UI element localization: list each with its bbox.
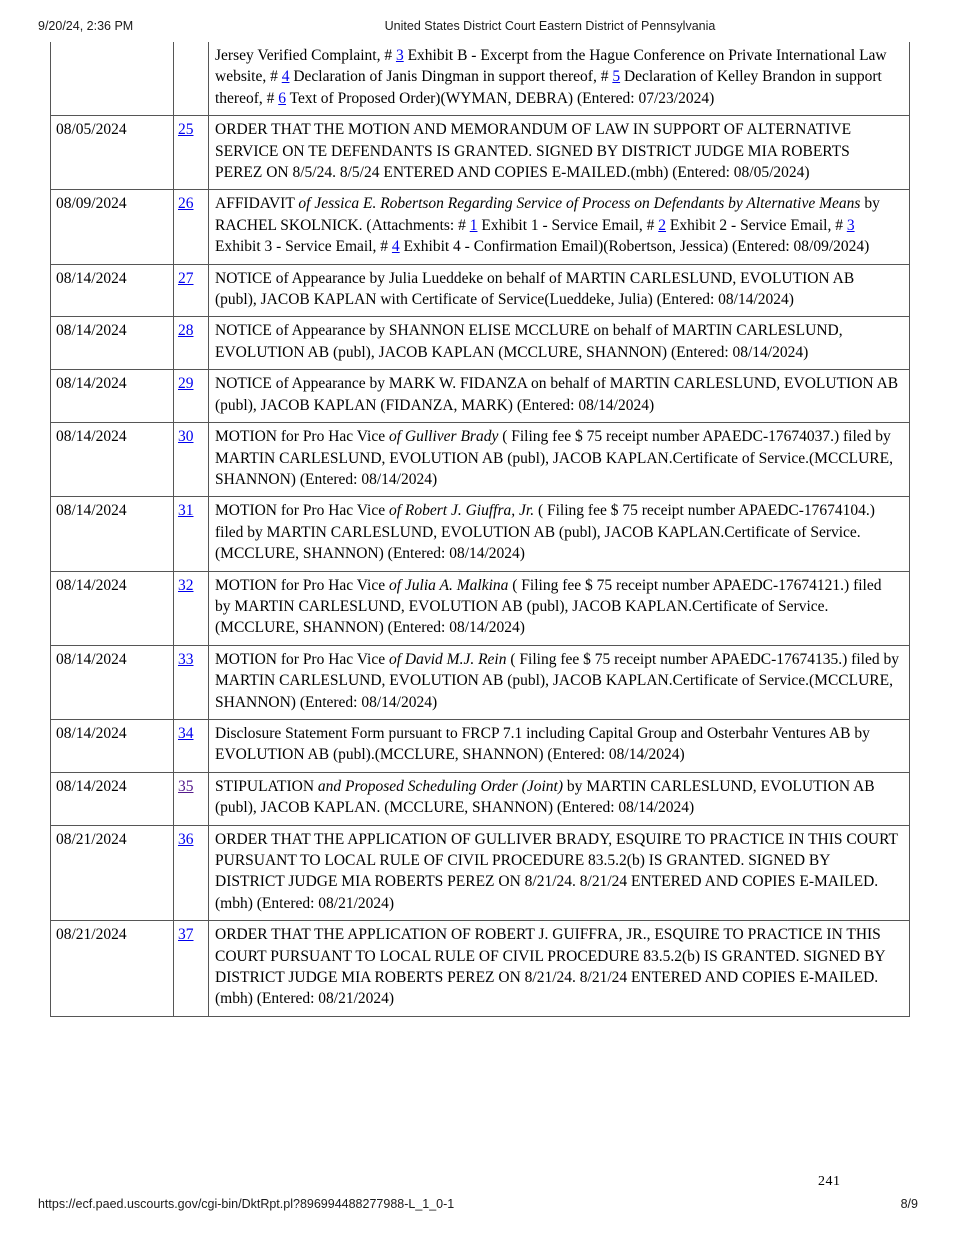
docket-description-cell (209, 719, 910, 772)
description-text: ( Filing fee $ 75 receipt number APAEDC-17674135.) filed by MARTIN CARLESLUND, EVOLUTION AB (publ), JACOB KAPLAN.Certificate of Service.(MCCLURE, SHANNON) (Entered: 08/14/2024) (215, 650, 899, 711)
description-text: ( Filing fee $ 75 receipt number APAEDC-17674104.) filed by MARTIN CARLESLUND, EVOLUTION AB (publ), JACOB KAPLAN.Certificate of Service.(MCCLURE, SHANNON) (Entered: 08/14/2024) (215, 502, 875, 563)
description-italic-text: of Jessica E. Robertson Regarding Service of Process on Defendants by Alternative Means (298, 195, 861, 213)
table-row (51, 719, 910, 772)
docket-date-cell: 08/21/2024 (51, 921, 174, 1017)
attachment-link[interactable]: 4 (391, 238, 400, 256)
docket-date-cell: 08/14/2024 (51, 772, 174, 825)
print-header-timestamp: 9/20/24, 2:36 PM (38, 19, 134, 33)
docket-entry-link[interactable]: 27 (178, 269, 194, 287)
description-text: ( Filing fee $ 75 receipt number APAEDC-17674121.) filed by MARTIN CARLESLUND, EVOLUTION AB (publ), JACOB KAPLAN.Certificate of Service.(MCCLURE, SHANNON) (Entered: 08/14/2024) (215, 576, 882, 637)
docket-entry-link[interactable]: 33 (178, 650, 194, 668)
description-italic-text: of David M.J. Rein (388, 650, 507, 668)
docket-number-cell (174, 497, 209, 571)
description-text: ( Filing fee $ 75 receipt number APAEDC-17674037.) filed by MARTIN CARLESLUND, EVOLUTION AB (publ), JACOB KAPLAN.Certificate of Service.(MCCLURE, SHANNON) (Entered: 08/14/2024) (215, 428, 893, 488)
docket-number-cell (174, 116, 209, 190)
description-italic-text: of Gulliver Brady (388, 428, 499, 446)
docket-entry-link[interactable]: 32 (178, 576, 194, 594)
docket-description-cell (209, 264, 910, 317)
description-text: NOTICE of Appearance by MARK W. FIDANZA on behalf of MARTIN CARLESLUND, EVOLUTION AB (publ), JACOB KAPLAN (FIDANZA, MARK) (Entered: 08/14/2024) (215, 375, 899, 414)
docket-date-cell (51, 42, 174, 116)
table-row (51, 921, 910, 1017)
docket-number-cell (174, 370, 209, 423)
docket-number-cell (174, 645, 209, 719)
description-text: NOTICE of Appearance by SHANNON ELISE MCCLURE on behalf of MARTIN CARLESLUND, EVOLUTION AB (publ), JACOB KAPLAN (MCCLURE, SHANNON) (Entered: 08/14/2024) (215, 322, 843, 361)
docket-entry-link[interactable]: 34 (178, 724, 194, 742)
description-text: ORDER THAT THE APPLICATION OF GULLIVER BRADY, ESQUIRE TO PRACTICE IN THIS COURT PURSUANT TO LOCAL RULE OF CIVIL PROCEDURE 83.5.2(b) IS GRANTED. SIGNED BY DISTRICT JUDGE MIA ROBERTS PEREZ ON 8/21/24. 8/21/24 ENTERED AND COPIES E-MAILED. (mbh) (Entered: 08/21/2024) (215, 830, 898, 912)
docket-date-cell: 08/14/2024 (51, 370, 174, 423)
docket-description-cell (209, 42, 910, 116)
docket-date-cell: 08/14/2024 (51, 645, 174, 719)
description-text: Declaration of Janis Dingman in support thereof, # (289, 68, 613, 86)
description-text: NOTICE of Appearance by Julia Lueddeke on behalf of MARTIN CARLESLUND, EVOLUTION AB (publ), JACOB KAPLAN with Certificate of Service(Lueddeke, Julia) (Entered: 08/14/2024) (215, 269, 855, 309)
description-italic-text: of Robert J. Giuffra, Jr. (388, 502, 535, 520)
docket-number-cell (174, 264, 209, 317)
docket-description-cell (209, 571, 910, 645)
description-text: ORDER THAT THE APPLICATION OF ROBERT J. GUIFFRA, JR., ESQUIRE TO PRACTICE IN THIS COURT PURSUANT TO LOCAL RULE OF CIVIL PROCEDURE 83.5.2(b) IS GRANTED. SIGNED BY DISTRICT JUDGE MIA ROBERTS PEREZ ON 8/21/24. 8/21/24 ENTERED AND COPIES E-MAILED. (mbh) (Entered: 08/21/2024) (215, 926, 886, 1008)
docket-date-cell: 08/05/2024 (51, 116, 174, 190)
docket-description-cell (209, 921, 910, 1017)
docket-description-cell (209, 772, 910, 825)
docket-entry-link[interactable]: 28 (178, 322, 194, 340)
docket-description-cell (209, 423, 910, 497)
table-row (51, 42, 910, 116)
docket-entry-link[interactable]: 31 (178, 502, 194, 520)
docket-number-cell (174, 423, 209, 497)
description-text: Exhibit 1 - Service Email, # (477, 216, 659, 234)
docket-number-cell (174, 825, 209, 921)
docket-entry-link[interactable]: 35 (178, 777, 194, 795)
docket-description-cell (209, 317, 910, 370)
docket-date-cell: 08/14/2024 (51, 264, 174, 317)
docket-description-cell (209, 497, 910, 571)
description-text: by MARTIN CARLESLUND, EVOLUTION AB (publ), JACOB KAPLAN. (MCCLURE, SHANNON) (Entered: 08/14/2024) (215, 777, 875, 817)
docket-number-cell (174, 42, 209, 116)
description-text: Declaration of Kelley Brandon in support thereof, # (215, 68, 882, 107)
attachment-link[interactable]: 6 (278, 89, 287, 107)
description-italic-text: and Proposed Scheduling Order (Joint) (317, 777, 563, 795)
docket-date-cell: 08/14/2024 (51, 719, 174, 772)
attachment-link[interactable]: 1 (469, 216, 478, 234)
description-text: Disclosure Statement Form pursuant to FRCP 7.1 including Capital Group and Osterbahr Ventures AB by EVOLUTION AB (publ).(MCCLURE, SHANNON) (Entered: 08/14/2024) (215, 724, 870, 764)
docket-date-cell: 08/14/2024 (51, 317, 174, 370)
docket-table-body (51, 42, 910, 1016)
description-text: Exhibit 2 - Service Email, # (666, 216, 847, 234)
print-footer-url: https://ecf.paed.uscourts.gov/cgi-bin/DktRpt.pl?896994488277988-L_1_0-1 (38, 1197, 455, 1211)
table-row (51, 571, 910, 645)
description-text: STIPULATION (215, 777, 318, 795)
docket-description-cell (209, 645, 910, 719)
document-page-stamp: 241 (818, 1174, 841, 1189)
description-text: AFFIDAVIT (215, 195, 299, 213)
docket-description-cell (209, 190, 910, 264)
print-footer-page-indicator: 8/9 (900, 1197, 918, 1211)
docket-date-cell: 08/21/2024 (51, 825, 174, 921)
docket-number-cell (174, 571, 209, 645)
table-row (51, 370, 910, 423)
docket-number-cell (174, 772, 209, 825)
docket-date-cell: 08/14/2024 (51, 571, 174, 645)
docket-date-cell: 08/09/2024 (51, 190, 174, 264)
docket-description-cell (209, 825, 910, 921)
docket-entry-link[interactable]: 30 (178, 428, 194, 446)
docket-number-cell (174, 719, 209, 772)
table-row (51, 497, 910, 571)
docket-entry-link[interactable]: 26 (178, 195, 194, 213)
attachment-link[interactable]: 2 (658, 216, 667, 234)
table-row (51, 317, 910, 370)
docket-number-cell (174, 317, 209, 370)
docket-number-cell (174, 190, 209, 264)
table-row (51, 264, 910, 317)
docket-entry-link[interactable]: 29 (178, 375, 194, 393)
docket-description-cell (209, 370, 910, 423)
table-row (51, 772, 910, 825)
description-italic-text: of Julia A. Malkina (388, 576, 509, 594)
description-text: by RACHEL SKOLNICK. (Attachments: # (215, 195, 880, 234)
table-row (51, 116, 910, 190)
print-header-title: United States District Court Eastern District of Pennsylvania (384, 19, 716, 33)
table-row (51, 645, 910, 719)
description-text: Exhibit 4 - Confirmation Email)(Robertson, Jessica) (Entered: 08/09/2024) (399, 238, 870, 256)
description-text: MOTION for Pro Hac Vice (215, 650, 389, 668)
docket-entry-link[interactable]: 25 (178, 121, 194, 139)
docket-date-cell: 08/14/2024 (51, 497, 174, 571)
attachment-link[interactable]: 3 (395, 47, 404, 64)
description-text: MOTION for Pro Hac Vice (215, 576, 389, 594)
description-text: Exhibit B - Excerpt from the Hague Conference on Private International Law website, # (215, 47, 887, 86)
description-text: ORDER THAT THE MOTION AND MEMORANDUM OF LAW IN SUPPORT OF ALTERNATIVE SERVICE ON TE DEFENDANTS IS GRANTED. SIGNED BY DISTRICT JUDGE MIA ROBERTS PEREZ ON 8/5/24. 8/5/24 ENTERED AND COPIES E-MAILED.(mbh) (Entered: 08/05/2024) (215, 121, 852, 182)
attachment-link[interactable]: 5 (612, 68, 621, 86)
description-text: Text of Proposed Order)(WYMAN, DEBRA) (Entered: 07/23/2024) (286, 89, 715, 107)
docket-table (50, 42, 910, 1017)
table-row (51, 190, 910, 264)
docket-description-cell (209, 116, 910, 190)
description-text: MOTION for Pro Hac Vice (215, 428, 389, 446)
table-row (51, 423, 910, 497)
description-text: Jersey Verified Complaint, # (215, 47, 396, 64)
attachment-link[interactable]: 4 (281, 68, 290, 86)
docket-number-cell (174, 921, 209, 1017)
description-text: Exhibit 3 - Service Email, # (215, 238, 392, 256)
docket-date-cell: 08/14/2024 (51, 423, 174, 497)
table-row (51, 825, 910, 921)
docket-entry-link[interactable]: 37 (178, 926, 194, 944)
attachment-link[interactable]: 3 (846, 216, 855, 234)
description-text: MOTION for Pro Hac Vice (215, 502, 389, 520)
docket-entry-link[interactable]: 36 (178, 830, 194, 848)
